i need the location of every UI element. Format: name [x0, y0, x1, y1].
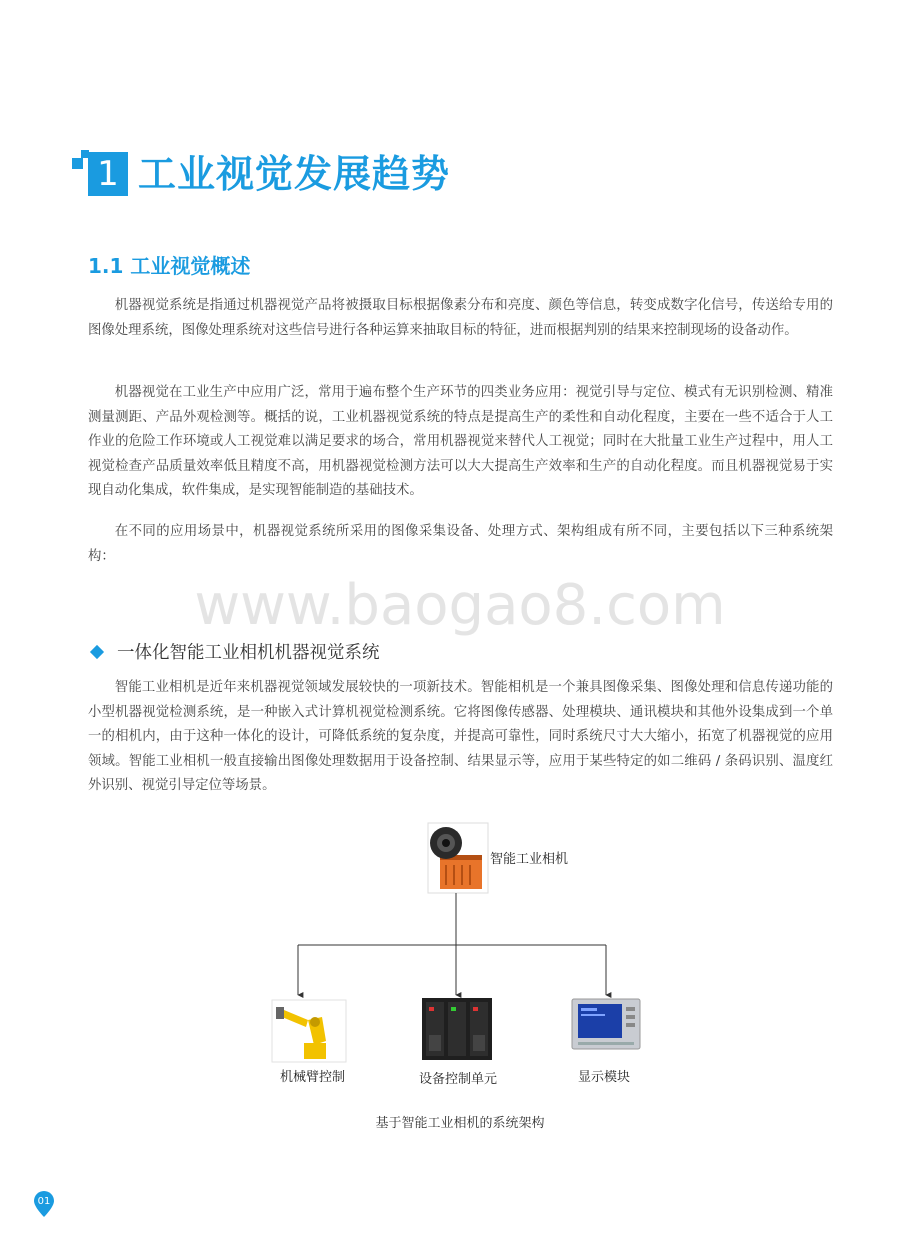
body-paragraph: 机器视觉在工业生产中应用广泛，常用于遍布整个生产环节的四类业务应用：视觉引导与定位、模式有无识别检测、精准测量测距、产品外观检测等。概括的说，工业机器视觉系统的特点是提高生产的柔性和自动化程度，主要在一些不适合于人工作业的危险工作环境或人工视觉难以满足要求的场合，常用机器视觉来替代人工视觉；同时在大批量工业生产过程中，用人工视觉检查产品质量效率低且精度不高，用机器视觉检测方法可以大大提高生产效率和生产的自动化程度。而且机器视觉易于实现自动化集成，软件集成，是实现智能制造的基础技术。 [88, 385, 833, 498]
architecture-diagram [260, 815, 660, 1095]
page-number: 01 [37, 1196, 51, 1207]
watermark: www.baogao8.com [194, 573, 726, 638]
display-module-label: 显示模块 [578, 1070, 631, 1085]
robot-arm-image [272, 1000, 346, 1062]
body-paragraph: 在不同的应用场景中，机器视觉系统所采用的图像采集设备、处理方式、架构组成有所不同，主要包括以下三种系统架构： [88, 524, 833, 564]
page-number-badge [33, 1190, 55, 1218]
robot-arm-label: 机械臂控制 [280, 1070, 346, 1085]
control-unit-image [422, 998, 492, 1060]
camera-image [428, 823, 488, 893]
figure-caption: 基于智能工业相机的系统架构 [375, 1116, 545, 1131]
decor-square [72, 158, 83, 169]
diagram-connectors [260, 815, 660, 1095]
body-paragraph: 机器视觉系统是指通过机器视觉产品将被摄取目标根据像素分布和亮度、颜色等信息，转变成数字化信号，传送给专用的图像处理系统，图像处理系统对这些信号进行各种运算来抽取目标的特征，进而根据判别的结果来控制现场的设备动作。 [88, 298, 833, 338]
section-title: 1.1 工业视觉概述 [88, 254, 251, 278]
body-paragraph: 智能工业相机是近年来机器视觉领域发展较快的一项新技术。智能相机是一个兼具图像采集、图像处理和信息传递功能的小型机器视觉检测系统，是一种嵌入式计算机视觉检测系统。它将图像传感器、处理模块、通讯模块和其他外设集成到一个单一的相机内，由于这种一体化的设计，可降低系统的复杂度，并提高可靠性，同时系统尺寸大大缩小，拓宽了机器视觉的应用领域。智能工业相机一般直接输出图像处理数据用于设备控制、结果显示等，应用于某些特定的如二维码 / 条码识别、温度红外识别、视觉引导定位等场景。 [88, 680, 833, 793]
display-module-image [572, 999, 640, 1049]
chapter-number: 1 [88, 152, 128, 196]
camera-label: 智能工业相机 [490, 852, 569, 867]
diamond-bullet-icon [90, 645, 104, 659]
chapter-title: 工业视觉发展趋势 [138, 152, 451, 196]
control-unit-label: 设备控制单元 [419, 1072, 498, 1087]
subsection-title: 一体化智能工业相机机器视觉系统 [117, 643, 380, 663]
